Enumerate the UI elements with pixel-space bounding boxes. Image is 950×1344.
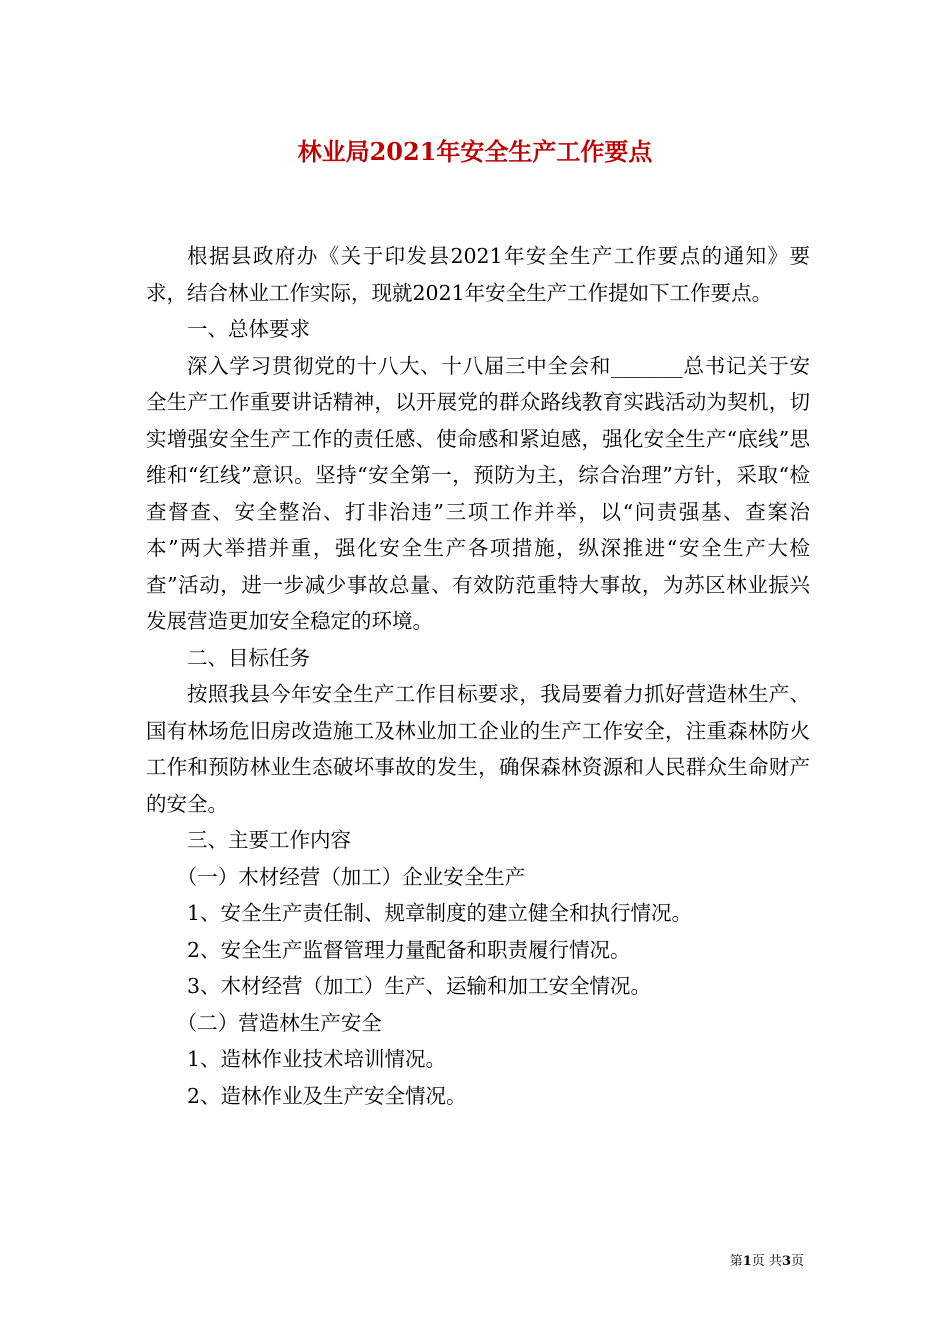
list-item: 1、造林作业技术培训情况。 [187, 1047, 447, 1071]
section-2-paragraph: 按照我县今年安全生产工作目标要求，我局要着力抓好营造林生产、国有林场危旧房改造施工及林业加工企业的生产工作安全，注重森林防火工作和预防林业生态破坏事故的发生，确保森林资源和人民群众生命财产的安全。 [146, 682, 810, 816]
footer-total-pages: 3 [781, 1254, 791, 1269]
section-3-heading: 三、主要工作内容 [187, 828, 351, 852]
footer-suffix: 页 [790, 1254, 804, 1269]
subsection-2-heading: （二）营造林生产安全 [176, 1010, 382, 1035]
list-item: 3、木材经营（加工）生产、运输和加工安全情况。 [187, 974, 652, 998]
footer-middle: 页 共 [751, 1254, 782, 1269]
section-1-paragraph: 深入学习贯彻党的十八大、十八届三中全会和_______总书记关于安全生产工作重要讲话精神，以开展党的群众路线教育实践活动为契机，切实增强安全生产工作的责任感、使命感和紧迫感，强化安全生产“底线”思维和“红线”意识。坚持“安全第一，预防为主，综合治理”方针，采取“检查督查、安全整治、打非治违”三项工作并举，以“问责强基、查案治本”两大举措并重，强化安全生产各项措施，纵深推进“安全生产大检查”活动，进一步减少事故总量、有效防范重特大事故，为苏区林业振兴发展营造更加安全稳定的环境。 [146, 353, 810, 633]
list-item: 2、造林作业及生产安全情况。 [187, 1083, 467, 1108]
footer-current-page: 1 [742, 1254, 752, 1269]
list-item: 1、安全生产责任制、规章制度的建立健全和执行情况。 [187, 901, 693, 925]
document-title: 林业局2021年安全生产工作要点 [297, 137, 653, 166]
page-number-footer [730, 1250, 804, 1269]
list-item: 2、安全生产监督管理力量配备和职责履行情况。 [187, 937, 631, 962]
document-body [146, 238, 810, 1114]
section-1-heading: 一、总体要求 [187, 317, 310, 341]
intro-paragraph: 根据县政府办《关于印发县2021年安全生产工作要点的通知》要求，结合林业工作实际，现就2021年安全生产工作提如下工作要点。 [146, 244, 810, 305]
section-2-heading: 二、目标任务 [187, 645, 310, 670]
footer-prefix: 第 [729, 1254, 743, 1269]
subsection-1-heading: （一）木材经营（加工）企业安全生产 [176, 864, 526, 889]
